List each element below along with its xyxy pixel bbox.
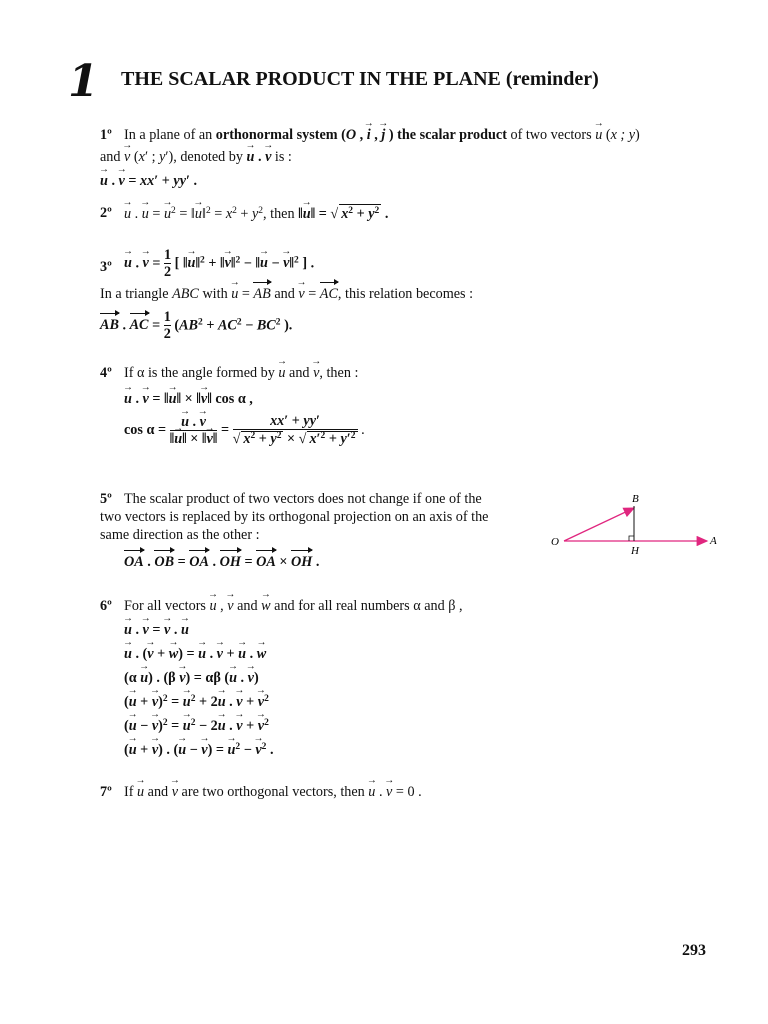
item-6-label: 6º — [100, 598, 112, 614]
right-angle-mark — [629, 536, 634, 541]
label-o: O — [551, 536, 559, 548]
label-h: H — [631, 545, 639, 557]
item-6-formula-3: (α → u) . (β → v) = αβ (→ u . → v) — [124, 669, 259, 687]
item-5-line-2: two vectors is replaced by its orthogonal projection on an axis of the — [100, 509, 489, 525]
item-4-formula: → u . → v = ‖→ u‖ × ‖→ v‖ cos α , — [124, 390, 253, 408]
item-6-formula-6: (→ u + → v) . (→ u − → v) = → $u^2$ − → $v^2$ . — [124, 741, 274, 759]
item-3-triangle-formula: AB . AC = $\frac{1}{2}$ ($AB^2 + AC^2 - BC^2$ ). — [100, 309, 293, 342]
item-6-formula-2: → u . (→ v + → w) = → u . → v + → u . → w — [124, 645, 266, 663]
item-5-formula: OA . OB = OA . OH = OA × OH . — [124, 554, 320, 570]
label-b: B — [632, 493, 639, 505]
chapter-number: 1 — [68, 56, 99, 107]
item-7-text: If → u and → v are two orthogonal vectors, then → u . → v = 0 . — [124, 783, 422, 801]
item-5-line-1: The scalar product of two vectors does not change if one of the — [124, 491, 482, 507]
page-number: 293 — [682, 942, 706, 959]
item-1-formula: → u . → v = xx′ + yy′ . — [100, 172, 197, 190]
vector-ob — [564, 508, 634, 541]
item-7-label: 7º — [100, 784, 112, 800]
projection-figure — [540, 488, 730, 558]
item-2-label: 2º — [100, 205, 112, 221]
item-4-label: 4º — [100, 365, 112, 381]
item-6-formula-4: (→ u + → v)$^2$ = → $u^2 + 2\to u$ . → v + → $v^2$ — [124, 693, 269, 711]
item-6-text: For all vectors → u , → v and → w and for all real numbers α and β , — [124, 597, 463, 615]
item-1-line-1: In a plane of an orthonormal system (O , → i , → j ) the scalar product of two vectors → u (x ; y) — [124, 126, 640, 144]
item-4-text: If α is the angle formed by → u and → v, then : — [124, 364, 358, 382]
item-1-line-2: and → v (x′ ; y′), denoted by → u . → v is : — [100, 148, 292, 166]
item-3-text: In a triangle ABC with → u = AB and → v = AC, this relation becomes : — [100, 285, 473, 303]
chapter-title: THE SCALAR PRODUCT IN THE PLANE (reminder) — [121, 68, 599, 90]
item-6-formula-5: (→ u − → v)$^2$ = → $u^2 - 2\to u$ . → v + → $v^2$ — [124, 717, 269, 735]
item-5-label: 5º — [100, 491, 112, 507]
item-4-cos-formula: cos α = → $\frac{u . \to v}{‖\to u‖ \times ‖\to v‖}$ = $\frac{xx' + yy'}{√ x^2 + y^2 \times √ x'^2 + y'^2}$ . — [124, 414, 365, 447]
item-1-label: 1º — [100, 127, 112, 143]
label-a: A — [710, 535, 717, 547]
item-3-label: 3º — [100, 259, 112, 275]
item-6-formula-1: → u . → v = → v . → u — [124, 621, 189, 639]
item-3-formula: → u . → v = $\frac{1}{2}$ [ ‖→ u‖$^2$ + ‖→ v‖$^2$ − ‖→ u − → v‖$^2$ ] . — [124, 248, 314, 280]
item-2-formula: → u . → u = → $u^2$ = ‖→ u‖$^2$ = $x^2 + y^2$, then ‖→ u‖ = √ $x^2 + y^2$ . — [124, 204, 388, 223]
item-5-line-3: same direction as the other : — [100, 527, 260, 543]
